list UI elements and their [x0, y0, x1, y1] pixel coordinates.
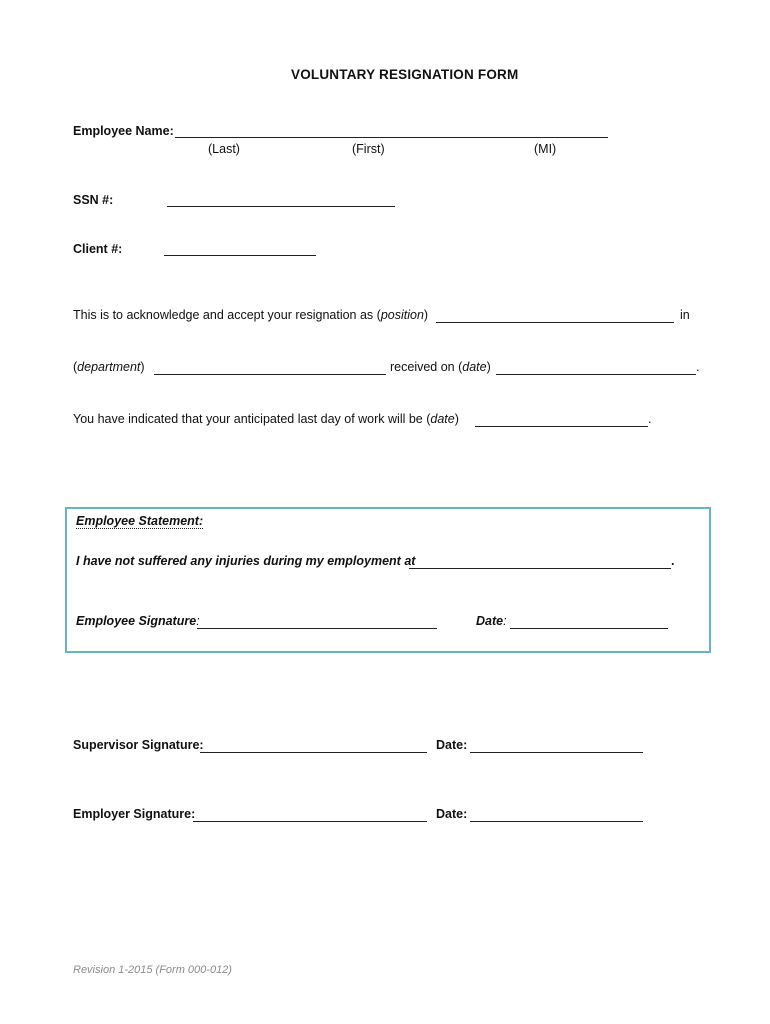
- employer-date-field[interactable]: [470, 805, 643, 822]
- acknowledgement-sentence: [73, 308, 428, 322]
- position-field[interactable]: [436, 306, 674, 323]
- supervisor-signature-field[interactable]: [200, 736, 427, 753]
- supervisor-signature-label: Supervisor Signature:: [73, 738, 204, 752]
- first-name-caption: (First): [352, 142, 385, 156]
- client-field[interactable]: [164, 239, 316, 256]
- employer-signature-field[interactable]: [193, 805, 427, 822]
- client-label: Client #:: [73, 242, 123, 256]
- date-word: date: [462, 360, 487, 374]
- supervisor-date-field[interactable]: [470, 736, 643, 753]
- employee-signature-label: Employee Signature:: [76, 614, 200, 628]
- ack-text: This is to acknowledge and accept your resignation as (: [73, 308, 381, 322]
- last-day-date-word: date: [430, 412, 455, 426]
- last-day-period: .: [648, 412, 652, 426]
- employee-statement-heading: Employee Statement:: [76, 514, 204, 528]
- employee-date-label: Date:: [476, 614, 507, 628]
- employer-signature-label: Employer Signature:: [73, 807, 196, 821]
- department-field[interactable]: [154, 358, 386, 375]
- ssn-field[interactable]: [167, 190, 395, 207]
- received-period: .: [696, 360, 700, 374]
- supervisor-date-label: Date:: [436, 738, 468, 752]
- employee-date-field[interactable]: [510, 612, 668, 629]
- position-word: position: [380, 308, 424, 322]
- ssn-label: SSN #:: [73, 193, 114, 207]
- injury-statement: I have not suffered any injuries during my employment at: [76, 554, 416, 568]
- received-date-field[interactable]: [496, 358, 696, 375]
- department-caption: (department): [73, 360, 145, 374]
- close-paren: ): [423, 308, 429, 322]
- last-name-caption: (Last): [208, 142, 240, 156]
- received-on-caption: received on (date): [390, 360, 491, 374]
- employee-name-label: Employee Name:: [73, 124, 174, 138]
- injury-period: .: [671, 554, 675, 568]
- last-day-date-field[interactable]: [475, 410, 648, 427]
- last-day-sentence: You have indicated that your anticipated last day of work will be (date): [73, 412, 459, 426]
- form-title: VOLUNTARY RESIGNATION FORM: [291, 67, 519, 82]
- employer-name-field[interactable]: [409, 552, 671, 569]
- department-word: department: [77, 360, 141, 374]
- employee-name-field[interactable]: [175, 121, 608, 138]
- middle-initial-caption: (MI): [534, 142, 557, 156]
- in-text: in: [680, 308, 690, 322]
- revision-footer: Revision 1-2015 (Form 000-012): [73, 964, 232, 976]
- employee-signature-field[interactable]: [197, 612, 437, 629]
- employer-date-label: Date:: [436, 807, 468, 821]
